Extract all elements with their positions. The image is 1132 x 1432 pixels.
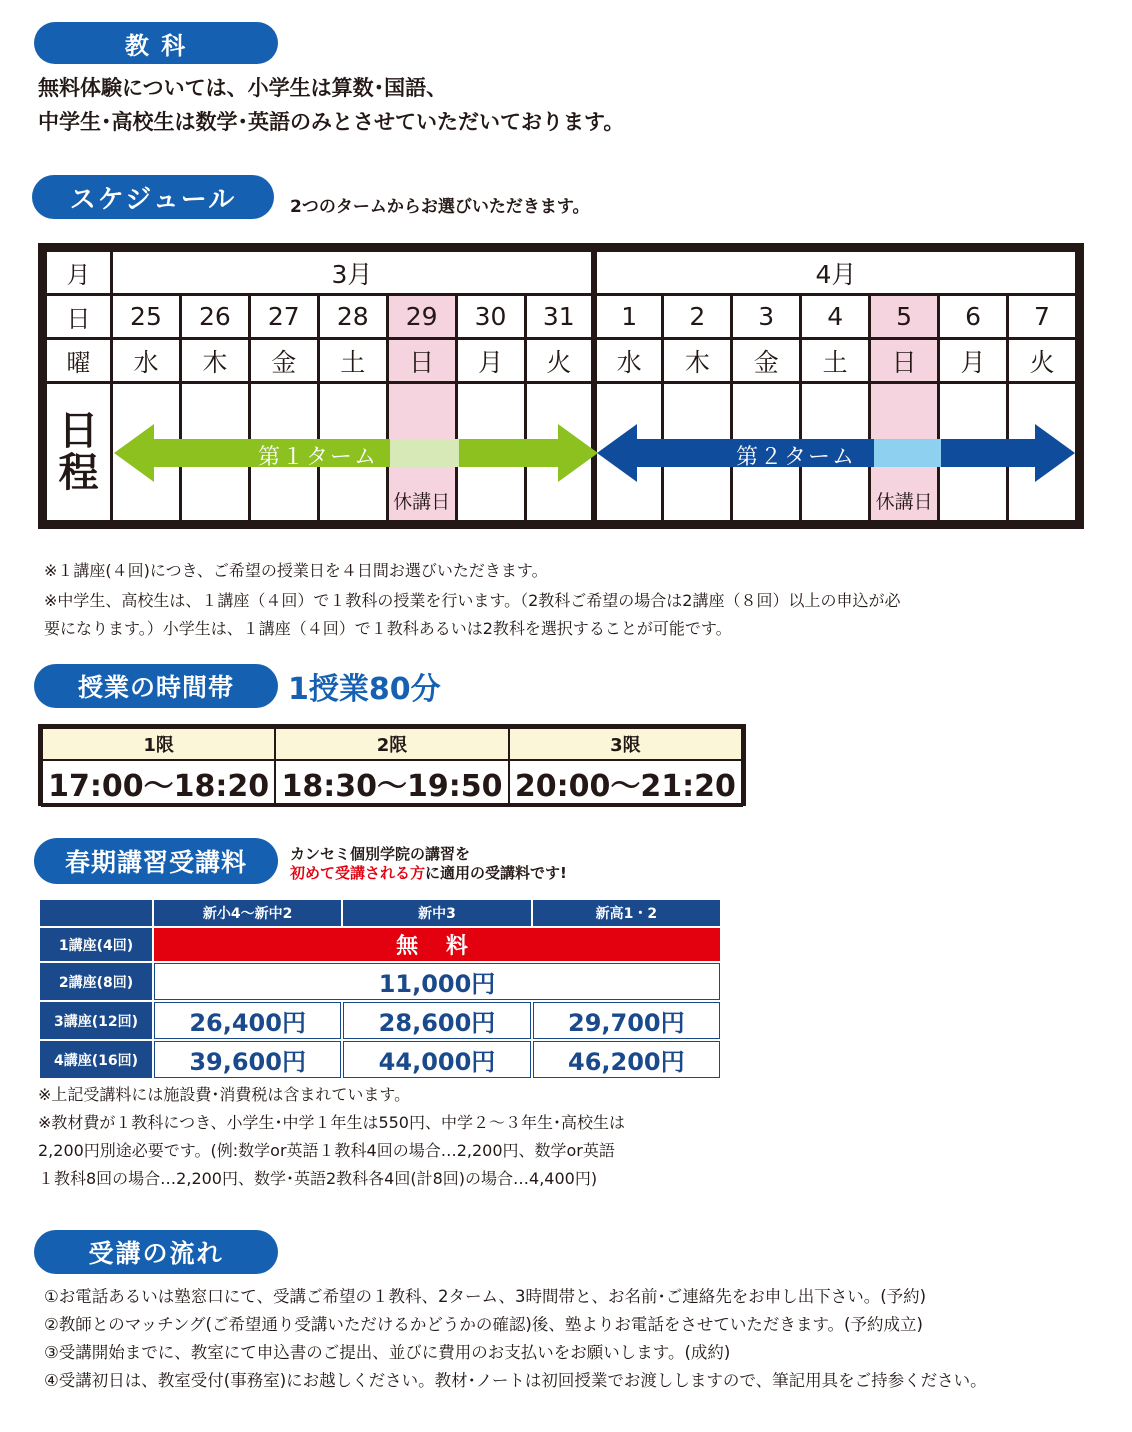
fees-note-1: ※上記受講料には施設費･消費税は含まれています。 xyxy=(38,1085,411,1104)
fees-note-4: １教科8回の場合…2,200円、数学･英語2教科各4回(計8回)の場合…4,400円) xyxy=(38,1169,598,1188)
fee-row-header: 2講座(8回) xyxy=(40,963,152,1000)
fee-corner xyxy=(40,900,152,926)
fee-value: 11,000円 xyxy=(154,963,720,1000)
fees-desc-red: 初めて受講される方 xyxy=(290,864,426,882)
day-cell: 30 xyxy=(456,295,525,339)
flow-step-1: ①お電話あるいは塾窓口にて、受講ご希望の１教科、2ターム、3時間帯と、お名前･ご連絡先をお申し出下さい。(予約) xyxy=(44,1287,927,1306)
dow-cell: 土 xyxy=(318,339,387,383)
dow-cell: 土 xyxy=(801,339,870,383)
schedule-note-1: ※１講座(４回)につき、ご希望の授業日を４日間お選びいただきます。 xyxy=(44,561,548,580)
day-cell: 1 xyxy=(594,295,663,339)
dow-cell: 木 xyxy=(180,339,249,383)
month-april: 4月 xyxy=(594,251,1077,295)
subjects-heading: 教 科 xyxy=(34,22,278,64)
fee-free: 無 料 xyxy=(154,928,720,961)
fees-note-2: ※教材費が１教科につき、小学生･中学１年生は550円、中学２～３年生･高校生は xyxy=(38,1113,625,1132)
fee-value: 44,000円 xyxy=(343,1041,530,1078)
holiday-label: 休講日 xyxy=(875,491,933,513)
timeslot-table xyxy=(38,724,746,806)
term2-holiday-band xyxy=(874,439,941,467)
dow-cell: 月 xyxy=(456,339,525,383)
day-cell: 2 xyxy=(663,295,732,339)
term1-holiday-band xyxy=(390,439,459,467)
day-cell: 25 xyxy=(112,295,181,339)
dow-cell: 木 xyxy=(663,339,732,383)
fee-col-header: 新中3 xyxy=(343,900,530,926)
subjects-line1: 無料体験については、小学生は算数･国語、 xyxy=(38,76,448,100)
subjects-line2: 中学生･高校生は数学･英語のみとさせていただいております。 xyxy=(38,110,625,134)
fee-value: 26,400円 xyxy=(154,1002,341,1039)
holiday-label: 休講日 xyxy=(393,491,451,513)
day-cell: 6 xyxy=(939,295,1008,339)
dow-cell: 日 xyxy=(387,339,456,383)
timeslot-heading: 授業の時間帯 xyxy=(34,664,278,708)
period-time: 18:30～19:50 xyxy=(275,760,508,806)
fee-value: 28,600円 xyxy=(343,1002,530,1039)
day-cell: 26 xyxy=(180,295,249,339)
day-cell: 31 xyxy=(525,295,594,339)
period-header: 2限 xyxy=(275,728,508,760)
flow-step-3: ③受講開始までに、教室にて申込書のご提出、並びに費用のお支払いをお願いします。(成約) xyxy=(44,1343,731,1362)
fees-desc-line1: カンセミ個別学院の講習を xyxy=(290,845,471,863)
fee-row-header: 4講座(16回) xyxy=(40,1041,152,1078)
fees-heading: 春期講習受講料 xyxy=(34,838,278,884)
schedule-note-2a: ※中学生、高校生は、１講座（４回）で１教科の授業を行います。（2教科ご希望の場合は2講座（８回）以上の申込が必 xyxy=(44,591,901,610)
dow-cell: 火 xyxy=(1007,339,1076,383)
row-label-month: 月 xyxy=(46,251,112,295)
fees-desc-rest: に適用の受講料です! xyxy=(425,864,567,882)
fee-value: 46,200円 xyxy=(533,1041,720,1078)
flow-step-2: ②教師とのマッチング(ご希望通り受講いただけるかどうかの確認)後、塾よりお電話をさせていただきます。(予約成立) xyxy=(44,1315,923,1334)
row-label-plan: 日程 xyxy=(46,383,112,522)
fees-desc-line2 xyxy=(290,862,567,883)
fee-col-header: 新小4～新中2 xyxy=(154,900,341,926)
fee-value: 29,700円 xyxy=(533,1002,720,1039)
term2-label: 第２ターム xyxy=(736,445,857,470)
schedule-note-2b: 要になります。）小学生は、１講座（４回）で１教科あるいは2教科を選択することが可能です。 xyxy=(44,619,732,638)
fee-table xyxy=(38,898,722,1080)
dow-cell: 金 xyxy=(732,339,801,383)
row-label-day: 日 xyxy=(46,295,112,339)
fee-row-header: 3講座(12回) xyxy=(40,1002,152,1039)
flow-step-4: ④受講初日は、教室受付(事務室)にお越しください。教材･ノートは初回授業でお渡ししますので、筆記用具をご持参ください。 xyxy=(44,1371,987,1390)
flow-heading: 受講の流れ xyxy=(34,1230,278,1274)
day-cell: 27 xyxy=(249,295,318,339)
period-time: 17:00～18:20 xyxy=(42,760,275,806)
schedule-table xyxy=(38,243,1084,529)
timeslot-length: 1授業80分 xyxy=(288,672,441,707)
month-march: 3月 xyxy=(112,251,594,295)
dow-cell: 水 xyxy=(594,339,663,383)
fee-col-header: 新高1・2 xyxy=(533,900,720,926)
schedule-subtitle: 2つのタームからお選びいただきます。 xyxy=(290,197,590,217)
dow-cell: 金 xyxy=(249,339,318,383)
term1-label: 第１ターム xyxy=(258,445,379,470)
schedule-heading: スケジュール xyxy=(32,175,274,219)
period-time: 20:00～21:20 xyxy=(509,760,742,806)
dow-cell: 日 xyxy=(870,339,939,383)
period-header: 1限 xyxy=(42,728,275,760)
day-cell: 28 xyxy=(318,295,387,339)
day-cell: 4 xyxy=(801,295,870,339)
day-cell: 29 xyxy=(387,295,456,339)
dow-cell: 火 xyxy=(525,339,594,383)
dow-cell: 月 xyxy=(939,339,1008,383)
fees-note-3: 2,200円別途必要です。(例:数学or英語１教科4回の場合…2,200円、数学or英語 xyxy=(38,1141,615,1160)
row-label-dow: 曜 xyxy=(46,339,112,383)
period-header: 3限 xyxy=(509,728,742,760)
dow-cell: 水 xyxy=(112,339,181,383)
fee-row-header: 1講座(4回) xyxy=(40,928,152,961)
day-cell: 3 xyxy=(732,295,801,339)
day-cell: 5 xyxy=(870,295,939,339)
day-cell: 7 xyxy=(1007,295,1076,339)
fee-value: 39,600円 xyxy=(154,1041,341,1078)
